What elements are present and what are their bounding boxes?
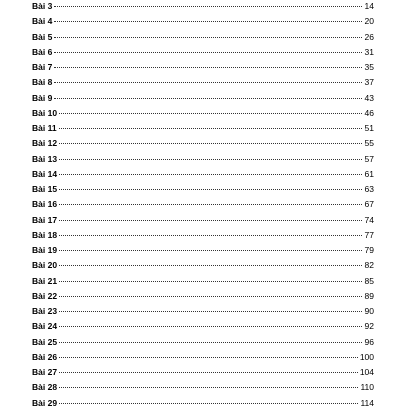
toc-entry-page-number: 43	[364, 92, 374, 103]
dot-leader	[59, 326, 362, 327]
toc-entry[interactable]	[32, 91, 374, 106]
toc-entry-page-number: 110	[360, 382, 374, 393]
toc-entry[interactable]	[32, 289, 374, 304]
dot-leader	[59, 113, 362, 114]
dot-leader	[54, 21, 362, 22]
toc-entry-page-number: 92	[364, 321, 374, 332]
toc-entry-page-number: 90	[364, 306, 374, 316]
dot-leader	[59, 342, 362, 343]
toc-entry-page-number: 57	[364, 153, 374, 164]
dot-leader	[59, 265, 362, 266]
toc-entry-label: Bài 7	[32, 62, 53, 72]
toc-entry-page-number: 31	[364, 46, 374, 57]
toc-entry-page-number: 37	[364, 77, 374, 88]
toc-entry-label: Bài 4	[32, 16, 53, 27]
toc-entry-label: Bài 10	[32, 107, 58, 118]
toc-entry-label: Bài 20	[32, 260, 58, 271]
dot-leader	[59, 204, 362, 205]
toc-entry-label: Bài 25	[32, 336, 58, 347]
toc-entry-page-number: 20	[364, 16, 374, 27]
toc-entry[interactable]	[32, 319, 374, 334]
toc-entry-label: Bài 5	[32, 31, 53, 42]
toc-entry[interactable]	[32, 14, 374, 29]
toc-entry-page-number: 114	[360, 397, 374, 408]
dot-leader	[54, 98, 362, 99]
toc-entry[interactable]	[32, 45, 374, 60]
dot-leader	[59, 250, 362, 251]
toc-entry[interactable]	[32, 121, 374, 136]
dot-leader	[59, 143, 362, 144]
dot-leader	[54, 67, 362, 68]
toc-entry[interactable]	[32, 365, 374, 380]
toc-entry[interactable]	[32, 0, 374, 14]
dot-leader	[54, 6, 362, 7]
toc-entry-label: Bài 11	[32, 123, 57, 133]
dot-leader	[54, 37, 362, 38]
dot-leader	[59, 296, 362, 297]
toc-entry[interactable]	[32, 304, 374, 319]
dot-leader	[59, 174, 362, 175]
toc-entry-label: Bài 19	[32, 245, 58, 255]
dot-leader	[59, 189, 362, 190]
toc-entry-page-number: 82	[364, 260, 374, 271]
toc-entry-page-number: 89	[364, 290, 374, 301]
toc-entry-page-number: 74	[364, 214, 374, 225]
toc-entry-page-number: 85	[364, 275, 374, 286]
toc-entry-page-number: 61	[364, 168, 374, 179]
dot-leader	[59, 372, 358, 373]
dot-leader	[59, 311, 362, 312]
dot-leader	[59, 159, 362, 160]
toc-entry-page-number: 96	[364, 336, 374, 347]
dot-leader	[59, 403, 358, 404]
toc-entry-label: Bài 21	[32, 275, 58, 286]
dot-leader	[54, 82, 362, 83]
toc-entry[interactable]	[32, 274, 374, 289]
dot-leader	[54, 52, 362, 53]
toc-entry-label: Bài 16	[32, 199, 58, 210]
table-of-contents	[32, 0, 374, 411]
toc-entry[interactable]	[32, 75, 374, 90]
toc-entry-label: Bài 17	[32, 214, 58, 225]
toc-entry[interactable]	[32, 60, 374, 75]
toc-entry-page-number: 79	[364, 245, 374, 255]
toc-entry-page-number: 51	[364, 123, 374, 133]
toc-entry-label: Bài 12	[32, 138, 58, 149]
toc-entry[interactable]	[32, 30, 374, 45]
toc-entry-label: Bài 6	[32, 46, 53, 57]
toc-entry[interactable]	[32, 167, 374, 182]
toc-entry-label: Bài 18	[32, 229, 58, 240]
toc-entry-page-number: 104	[359, 367, 374, 377]
toc-entry-label: Bài 13	[32, 153, 58, 164]
toc-entry[interactable]	[32, 106, 374, 121]
toc-entry-label: Bài 15	[32, 184, 58, 194]
toc-entry-page-number: 100	[359, 351, 374, 362]
toc-entry-page-number: 35	[364, 62, 374, 72]
toc-entry[interactable]	[32, 396, 374, 411]
toc-entry-label: Bài 3	[32, 1, 53, 11]
dot-leader	[59, 387, 358, 388]
toc-entry-page-number: 46	[364, 107, 374, 118]
toc-entry[interactable]	[32, 380, 374, 395]
dot-leader	[59, 235, 362, 236]
toc-entry-page-number: 67	[364, 199, 374, 210]
toc-entry[interactable]	[32, 197, 374, 212]
toc-entry-label: Bài 27	[32, 367, 58, 377]
dot-leader	[59, 281, 362, 282]
toc-entry[interactable]	[32, 182, 374, 197]
dot-leader	[59, 128, 362, 129]
dot-leader	[59, 357, 358, 358]
toc-entry-page-number: 63	[364, 184, 374, 194]
toc-entry-page-number: 26	[364, 31, 374, 42]
dot-leader	[59, 220, 362, 221]
toc-entry-page-number: 55	[364, 138, 374, 149]
toc-entry-label: Bài 24	[32, 321, 58, 332]
toc-entry[interactable]	[32, 228, 374, 243]
toc-entry-page-number: 77	[364, 229, 374, 240]
toc-entry-label: Bài 14	[32, 168, 58, 179]
toc-entry-label: Bài 28	[32, 382, 58, 393]
toc-entry-label: Bài 9	[32, 92, 53, 103]
toc-entry[interactable]	[32, 152, 374, 167]
toc-entry[interactable]	[32, 213, 374, 228]
toc-entry-label: Bài 22	[32, 290, 58, 301]
toc-entry[interactable]	[32, 243, 374, 258]
toc-entry-label: Bài 26	[32, 351, 58, 362]
toc-entry[interactable]	[32, 350, 374, 365]
toc-entry-page-number: 14	[364, 1, 374, 11]
toc-entry[interactable]	[32, 335, 374, 350]
toc-entry-label: Bài 29	[32, 397, 58, 408]
toc-entry-label: Bài 23	[32, 306, 58, 316]
toc-entry-label: Bài 8	[32, 77, 53, 88]
toc-entry[interactable]	[32, 258, 374, 273]
toc-entry[interactable]	[32, 136, 374, 151]
